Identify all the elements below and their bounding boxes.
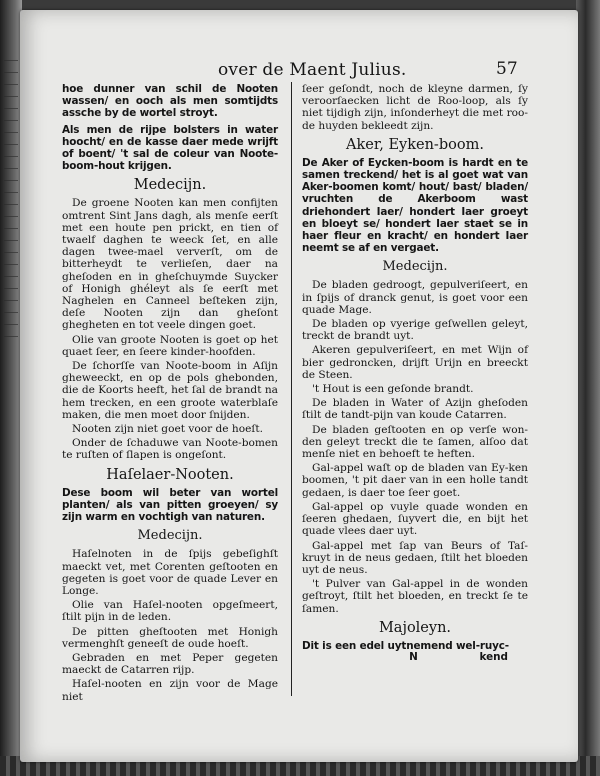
haselaer-blackletter-text: Dese boom wil beter van wortel planten/ als van pitten groeyen/ sy zijn warm en vochtigh van naturen. — [62, 486, 278, 524]
paragraph: Gebraden en met Peper gegeten maeckt de Catarren rijp. — [62, 651, 278, 677]
paragraph-continued: ſeer geſondt, noch de kleyne darmen, ſy veroorſaecken licht de Roo-loop, als ſy niet tijdigh zijn, inſonderheyt die met roo-de huyden bekleedt zijn. — [302, 83, 528, 132]
facing-page-edge — [4, 60, 18, 348]
section-heading-medecijn: Medecijn. — [137, 528, 203, 544]
paragraph: De bladen gedroogt, gepulveriſeert, en in ſpijs of dranck genut, is goet voor een quade Mage. — [302, 279, 528, 316]
paragraph: 't Pulver van Gal-appel in de wonden geſtroyt, ſtilt het bloeden, en treckt ſe te ſamen. — [302, 578, 528, 615]
signature-and-catchword — [302, 652, 528, 663]
book-spine-left — [0, 0, 22, 776]
paragraph: Olie van groote Nooten is goet op het quaet ſeer, en ſeere kinder-hoofden. — [62, 333, 278, 358]
paragraph: De pitten gheſtooten met Honigh vermenghſt geneeſt de oude hoeſt. — [62, 625, 278, 650]
paragraph: Nooten zijn niet goet voor de hoeſt. — [72, 423, 263, 436]
section-heading-aker: Aker, Eyken-boom. — [346, 136, 484, 153]
intro-blackletter-text-2: Als men de rijpe bolsters in water hoocht/ en de kasse daer mede wrijft of boent/ 't sal de coleur van Noote-boom-hout krijgen. — [62, 123, 278, 173]
right-column — [302, 83, 528, 663]
intro-blackletter-text: hoe dunner van schil de Nooten wassen/ en ooch als men somtijdts assche by de wortel stroyt. — [62, 83, 278, 120]
paragraph: De bladen geſtooten en op verſe won-den geleyt treckt die te ſamen, alſoo dat menſe niet en behoeft te heften. — [302, 423, 528, 461]
paragraph: Gal-appel met ſap van Beurs of Taſ-kruyt in de neus gedaen, ſtilt het bloeden uyt de neus. — [302, 539, 528, 576]
page-number: 57 — [496, 59, 518, 79]
paragraph: Haſelnoten in de ſpijs gebeſighſt maeckt vet, met Corenten geſtooten en gegeten is goet voor de quade Lever en Longe. — [62, 548, 278, 597]
section-heading-medecijn: Medecijn. — [133, 177, 207, 194]
column-divider — [291, 82, 292, 696]
majoleyn-blackletter-text: Dit is een edel uytnemend wel-ruyc- — [302, 639, 509, 652]
section-heading-haselaer: Haſelaer-Nooten. — [106, 466, 234, 483]
paragraph: Olie van Haſel-nooten opgeſmeert, ſtilt pijn in de leden. — [62, 599, 278, 624]
paragraph: Gal-appel op vuyle quade wonden en ſeeren ghedaen, ſuyvert die, en bijt het quade vlees daer uyt. — [302, 500, 528, 538]
paragraph: 't Hout is een geſonde brandt. — [312, 383, 474, 396]
book-page — [20, 10, 578, 762]
left-column — [62, 83, 278, 705]
paragraph: Akeren gepulveriſeert, en met Wijn of bier gedroncken, drijft Urijn en breeckt de Steen. — [302, 344, 528, 381]
paragraph: Haſel-nooten en zijn voor de Mage niet — [62, 678, 278, 703]
aker-blackletter-text: De Aker of Eycken-boom is hardt en te samen treckend/ het is al goet wat van Aker-boomen komt/ hout/ bast/ bladen/ vruchten de Akerboom wast driehondert Iaer/ hondert Iaer groeyt en bloeyt se/ hondert Iaer staet se in haer fleur en kracht/ en hondert Iaer neemt se af en vergaet. — [302, 156, 528, 255]
paragraph: Onder de ſchaduwe van Noote-bomen te ruſten of ſlapen is ongeſont. — [62, 437, 278, 462]
book-edge-right — [576, 0, 600, 776]
paragraph: Gal-appel waſt op de bladen van Ey-ken boomen, 't pit daer van in een holle tandt gedaen, is daer toe ſeer goet. — [302, 462, 528, 499]
paragraph: De ſchorſſe van Noote-boom in Aſijn gheweeckt, en op de pols ghebonden, die de Koorts heeft, het ſal de brandt na hem trecken, en een groote waterblaſe maken, die men moet door ſnijden. — [62, 360, 278, 421]
catchword: kend — [479, 650, 508, 663]
section-heading-medecijn: Medecijn. — [382, 259, 448, 275]
running-head: over de Maent Julius. — [218, 60, 407, 80]
section-heading-majoleyn: Majoleyn. — [378, 619, 452, 636]
paragraph: De bladen op vyerige geſwellen geleyt, treckt de brandt uyt. — [302, 318, 528, 343]
paragraph: De groene Nooten kan men confijten omtrent Sint Jans dagh, als menſe eerſt met een houte pen prickt, en tien of twaelf daghen te weeck ſet, en alle dagen twee-mael ververſt, om de bitterheydt te verlieſen, daer na gheſoden en in gheſchuymde Suycker of Honigh ghéleyt als ſe eerſt met Naghelen en Canneel beſteken zijn, deſe Nooten zijn dan gheſont ghegheten en tot veele dingen goet. — [62, 197, 278, 332]
paragraph: De bladen in Water of Azijn gheſoden ſtilt de tandt-pijn van koude Catarren. — [302, 397, 528, 422]
signature-mark: N — [409, 650, 418, 663]
